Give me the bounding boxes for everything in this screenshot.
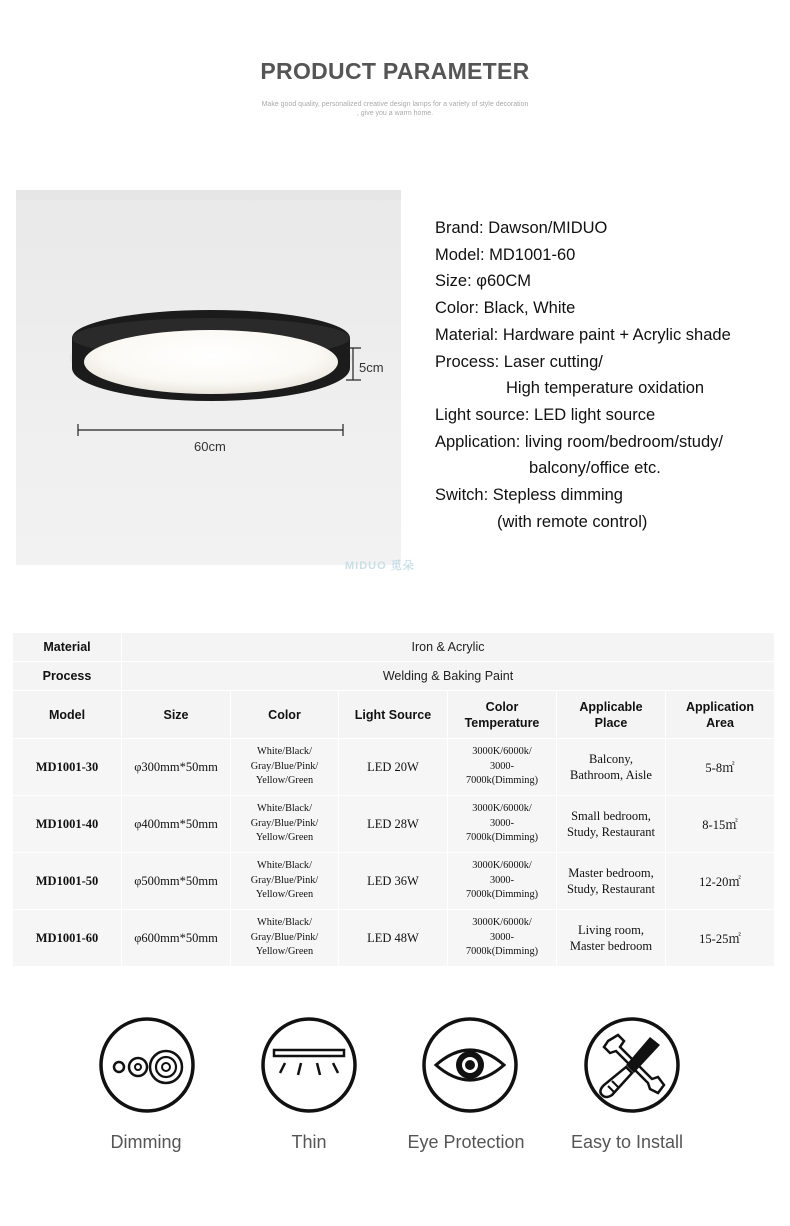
cell-area: 12-20㎡ <box>666 853 775 910</box>
cell-line: Study, Restaurant <box>566 825 656 839</box>
cell-line: 3000- <box>489 874 515 886</box>
header-line: Place <box>594 715 628 730</box>
cell-color-temp <box>448 910 557 967</box>
feature-label-eye-protection: Eye Protection <box>407 1132 525 1152</box>
material-value: Iron & Acrylic <box>122 633 775 662</box>
brand-watermark: MIDUO 觅朵 <box>345 560 415 572</box>
cell-color-temp <box>448 853 557 910</box>
col-header-model: Model <box>13 691 122 739</box>
header-line: Color <box>485 699 519 714</box>
col-header-place <box>557 691 666 739</box>
spec-process-cont: High temperature oxidation <box>506 379 705 398</box>
spec-list <box>435 215 775 535</box>
cell-line: Gray/Blue/Pink/ <box>250 931 319 943</box>
cell-line: 3000K/6000k/ <box>472 746 532 758</box>
product-photo <box>16 190 401 565</box>
process-value: Welding & Baking Paint <box>122 662 775 691</box>
table-row <box>13 853 775 910</box>
spec-switch-cont: (with remote control) <box>497 512 648 531</box>
cell-color <box>231 910 339 967</box>
spec-application-cont: balcony/office etc. <box>529 459 661 478</box>
cell-light-source: LED 48W <box>339 910 448 967</box>
cell-line: Study, Restaurant <box>566 882 656 896</box>
cell-place <box>557 853 666 910</box>
cell-size: φ600mm*50mm <box>122 910 231 967</box>
cell-line: Yellow/Green <box>255 889 314 901</box>
cell-line: Master bedroom, <box>568 865 654 880</box>
cell-light-source: LED 20W <box>339 739 448 796</box>
spec-material: Material: Hardware paint + Acrylic shade <box>435 325 731 344</box>
table-row <box>13 910 775 967</box>
table-row <box>13 796 775 853</box>
page-title: PRODUCT PARAMETER <box>260 58 530 84</box>
table-row <box>13 739 775 796</box>
cell-line: Yellow/Green <box>255 775 314 787</box>
table-row <box>13 662 775 691</box>
cell-size: φ300mm*50mm <box>122 739 231 796</box>
cell-line: 3000K/6000k/ <box>472 860 532 872</box>
table-header-row <box>13 691 775 739</box>
lamp-shade <box>84 330 338 394</box>
cell-line: Gray/Blue/Pink/ <box>250 817 319 829</box>
material-label: Material <box>13 633 122 662</box>
header-line: Temperature <box>464 715 540 730</box>
cell-line: 7000k(Dimming) <box>465 775 539 787</box>
cell-light-source: LED 36W <box>339 853 448 910</box>
cell-color <box>231 796 339 853</box>
header-line: Area <box>706 715 734 730</box>
cell-model: MD1001-30 <box>13 739 122 796</box>
width-label: 60cm <box>194 439 226 454</box>
spec-color: Color: Black, White <box>435 299 576 318</box>
cell-line: Gray/Blue/Pink/ <box>250 760 319 772</box>
cell-color <box>231 853 339 910</box>
spec-model: Model: MD1001-60 <box>435 245 576 264</box>
cell-light-source: LED 28W <box>339 796 448 853</box>
table-row <box>13 633 775 662</box>
cell-line: 7000k(Dimming) <box>465 889 539 901</box>
col-header-area <box>666 691 775 739</box>
eye-icon <box>420 1015 520 1115</box>
cell-place <box>557 739 666 796</box>
cell-color-temp <box>448 739 557 796</box>
spec-size: Size: φ60CM <box>435 272 531 291</box>
header-line: Application <box>685 699 755 714</box>
cell-line: Yellow/Green <box>255 946 314 958</box>
feature-label-thin: Thin <box>291 1132 327 1152</box>
cell-model: MD1001-60 <box>13 910 122 967</box>
cell-model: MD1001-50 <box>13 853 122 910</box>
header-line: Applicable <box>579 699 643 714</box>
spec-brand: Brand: Dawson/MIDUO <box>435 219 608 237</box>
cell-color-temp <box>448 796 557 853</box>
cell-line: White/Black/ <box>257 860 312 872</box>
parameter-table <box>12 632 775 967</box>
process-label: Process <box>13 662 122 691</box>
spec-switch: Switch: Stepless dimming <box>435 486 623 505</box>
cell-model: MD1001-40 <box>13 796 122 853</box>
cell-line: White/Black/ <box>257 917 312 929</box>
cell-line: White/Black/ <box>257 803 312 815</box>
col-header-color-temp <box>448 691 557 739</box>
cell-area: 5-8㎡ <box>666 739 775 796</box>
cell-line: Yellow/Green <box>255 832 314 844</box>
col-header-color: Color <box>231 691 339 739</box>
cell-line: White/Black/ <box>257 746 312 758</box>
cell-line: Small bedroom, <box>571 808 651 823</box>
cell-line: Master bedroom <box>569 939 653 953</box>
spec-application: Application: living room/bedroom/study/ <box>435 432 723 451</box>
cell-line: 3000K/6000k/ <box>472 917 532 929</box>
cell-line: 3000- <box>489 760 515 772</box>
col-header-size: Size <box>122 691 231 739</box>
feature-label-dimming: Dimming <box>110 1132 182 1152</box>
spec-process: Process: Laser cutting/ <box>435 352 603 371</box>
height-label: 5cm <box>359 360 384 375</box>
spec-light-source: Light source: LED light source <box>435 405 656 424</box>
dimming-icon <box>97 1015 197 1115</box>
thin-lamp-icon <box>259 1015 359 1115</box>
cell-size: φ400mm*50mm <box>122 796 231 853</box>
cell-line: Bathroom, Aisle <box>570 768 652 782</box>
page-subtitle: Make good quality, personalized creative design lamps for a variety of style decoration , give you a warm home. <box>261 101 529 117</box>
cell-place <box>557 796 666 853</box>
lamp-drawing <box>16 190 401 565</box>
cell-size: φ500mm*50mm <box>122 853 231 910</box>
cell-area: 15-25㎡ <box>666 910 775 967</box>
col-header-light-source: Light Source <box>339 691 448 739</box>
cell-line: 3000K/6000k/ <box>472 803 532 815</box>
cell-line: 3000- <box>489 931 515 943</box>
cell-line: 7000k(Dimming) <box>465 946 539 958</box>
feature-label-easy-install: Easy to Install <box>570 1132 684 1152</box>
cell-line: Balcony, <box>589 751 633 766</box>
cell-line: Gray/Blue/Pink/ <box>250 874 319 886</box>
cell-area: 8-15㎡ <box>666 796 775 853</box>
cell-place <box>557 910 666 967</box>
cell-line: 3000- <box>489 817 515 829</box>
tools-icon <box>582 1015 682 1115</box>
cell-line: 7000k(Dimming) <box>465 832 539 844</box>
cell-line: Living room, <box>578 922 644 937</box>
cell-color <box>231 739 339 796</box>
